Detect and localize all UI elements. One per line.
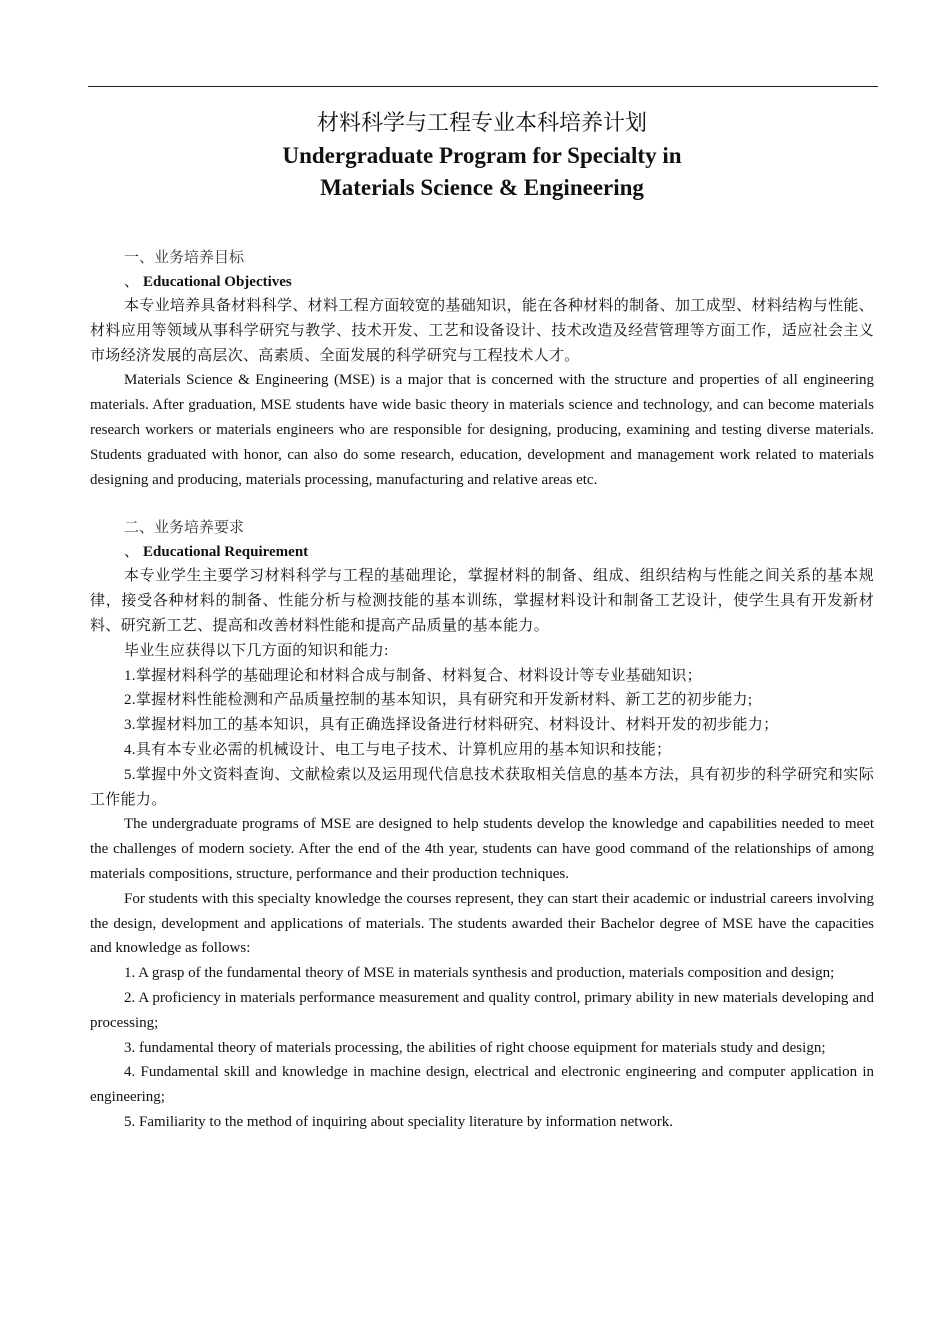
section2-heading-cn: 二、业务培养要求 bbox=[124, 520, 245, 537]
section2-paragraph-cn: 本专业学生主要学习材料科学与工程的基础理论，掌握材料的制备、组成、组织结构与性能之间关系的基本规律，接受各种材料的制备、性能分析与检测技能的基本训练，掌握材料设计和制备工艺设计，使学生具有开发新材料、研究新工艺、提高和改善材料性能和提高产品质量的基本能力。 bbox=[90, 568, 874, 634]
title-english-line1: Undergraduate Program for Specialty in bbox=[282, 143, 682, 168]
section2-heading-en-text: Educational Requirement bbox=[143, 544, 309, 561]
title-chinese: 材料科学与工程专业本科培养计划 bbox=[316, 111, 647, 136]
ability-en-item: 5. Familiarity to the method of inquiring about speciality literature by information network. bbox=[124, 1113, 674, 1130]
abilities-intro-cn: 毕业生应获得以下几方面的知识和能力: bbox=[124, 642, 389, 659]
section1-heading-prefix: 、 bbox=[124, 274, 140, 290]
section2-heading-en bbox=[124, 540, 874, 564]
section2-paragraph-en1: The undergraduate programs of MSE are designed to help students develop the knowledge and capabilities needed to meet the challenges of modern society. After the end of the 4th year, students can have good command of the relationships of among materials compositions, structure, performance and their production techniques. bbox=[90, 816, 874, 882]
ability-cn-item: 1.掌握材料科学的基础理论和材料合成与制备、材料复合、材料设计等专业基础知识； bbox=[124, 667, 702, 684]
section1-heading-en-text: Educational Objectives bbox=[143, 274, 292, 290]
ability-cn-item: 3.掌握材料加工的基本知识，具有正确选择设备进行材料研究、材料设计、材料开发的初步能力； bbox=[124, 717, 779, 734]
ability-cn-item: 4.具有本专业必需的机械设计、电工与电子技术、计算机应用的基本知识和技能； bbox=[124, 741, 672, 758]
title-english-line2: Materials Science & Engineering bbox=[320, 175, 644, 200]
section1-paragraph-en: Materials Science & Engineering (MSE) is a major that is concerned with the structure and properties of all engineering materials. After graduation, MSE students have wide basic theory in materials science and technology, and can become materials research workers or materials engineers who are responsible for designing, producing, examining and testing diverse materials. Students graduated with honor, can also do some research, education, development and management work related to materials designing and producing, materials processing, manufacturing and relative areas etc. bbox=[90, 372, 874, 488]
ability-cn-item: 2.掌握材料性能检测和产品质量控制的基本知识，具有研究和开发新材料、新工艺的初步能力; bbox=[124, 692, 753, 709]
document-page bbox=[90, 104, 874, 1135]
ability-en-item: 3. fundamental theory of materials processing, the abilities of right choose equipment for materials study and design; bbox=[124, 1039, 826, 1056]
header-rule bbox=[88, 86, 878, 87]
section2-paragraph-en2: For students with this specialty knowledge the courses represent, they can start their academic or industrial careers involving the design, development and applications of materials. The students awarded their Bachelor degree of MSE have the capacities and knowledge as follows: bbox=[90, 890, 874, 957]
section1-paragraph-cn: 本专业培养具备材料科学、材料工程方面较宽的基础知识，能在各种材料的制备、加工成型、材料结构与性能、材料应用等领域从事科学研究与教学、技术开发、工艺和设备设计、技术改造及经营管理等方面工作，适应社会主义市场经济发展的高层次、高素质、全面发展的科学研究与工程技术人才。 bbox=[90, 298, 874, 364]
section2-heading-prefix: 、 bbox=[124, 544, 140, 561]
section1-heading-en bbox=[124, 270, 874, 294]
ability-en-item: 2. A proficiency in materials performance measurement and quality control, primary ability in new materials developing and processing; bbox=[90, 989, 874, 1031]
section1-heading-cn: 一、业务培养目标 bbox=[124, 250, 245, 266]
ability-en-item: 4. Fundamental skill and knowledge in machine design, electrical and electronic engineering and computer application in engineering; bbox=[90, 1064, 874, 1106]
ability-en-item: 1. A grasp of the fundamental theory of MSE in materials synthesis and production, materials composition and design; bbox=[124, 965, 835, 982]
ability-cn-item: 5.掌握中外文资料查询、文献检索以及运用现代信息技术获取相关信息的基本方法，具有初步的科学研究和实际工作能力。 bbox=[90, 766, 874, 808]
